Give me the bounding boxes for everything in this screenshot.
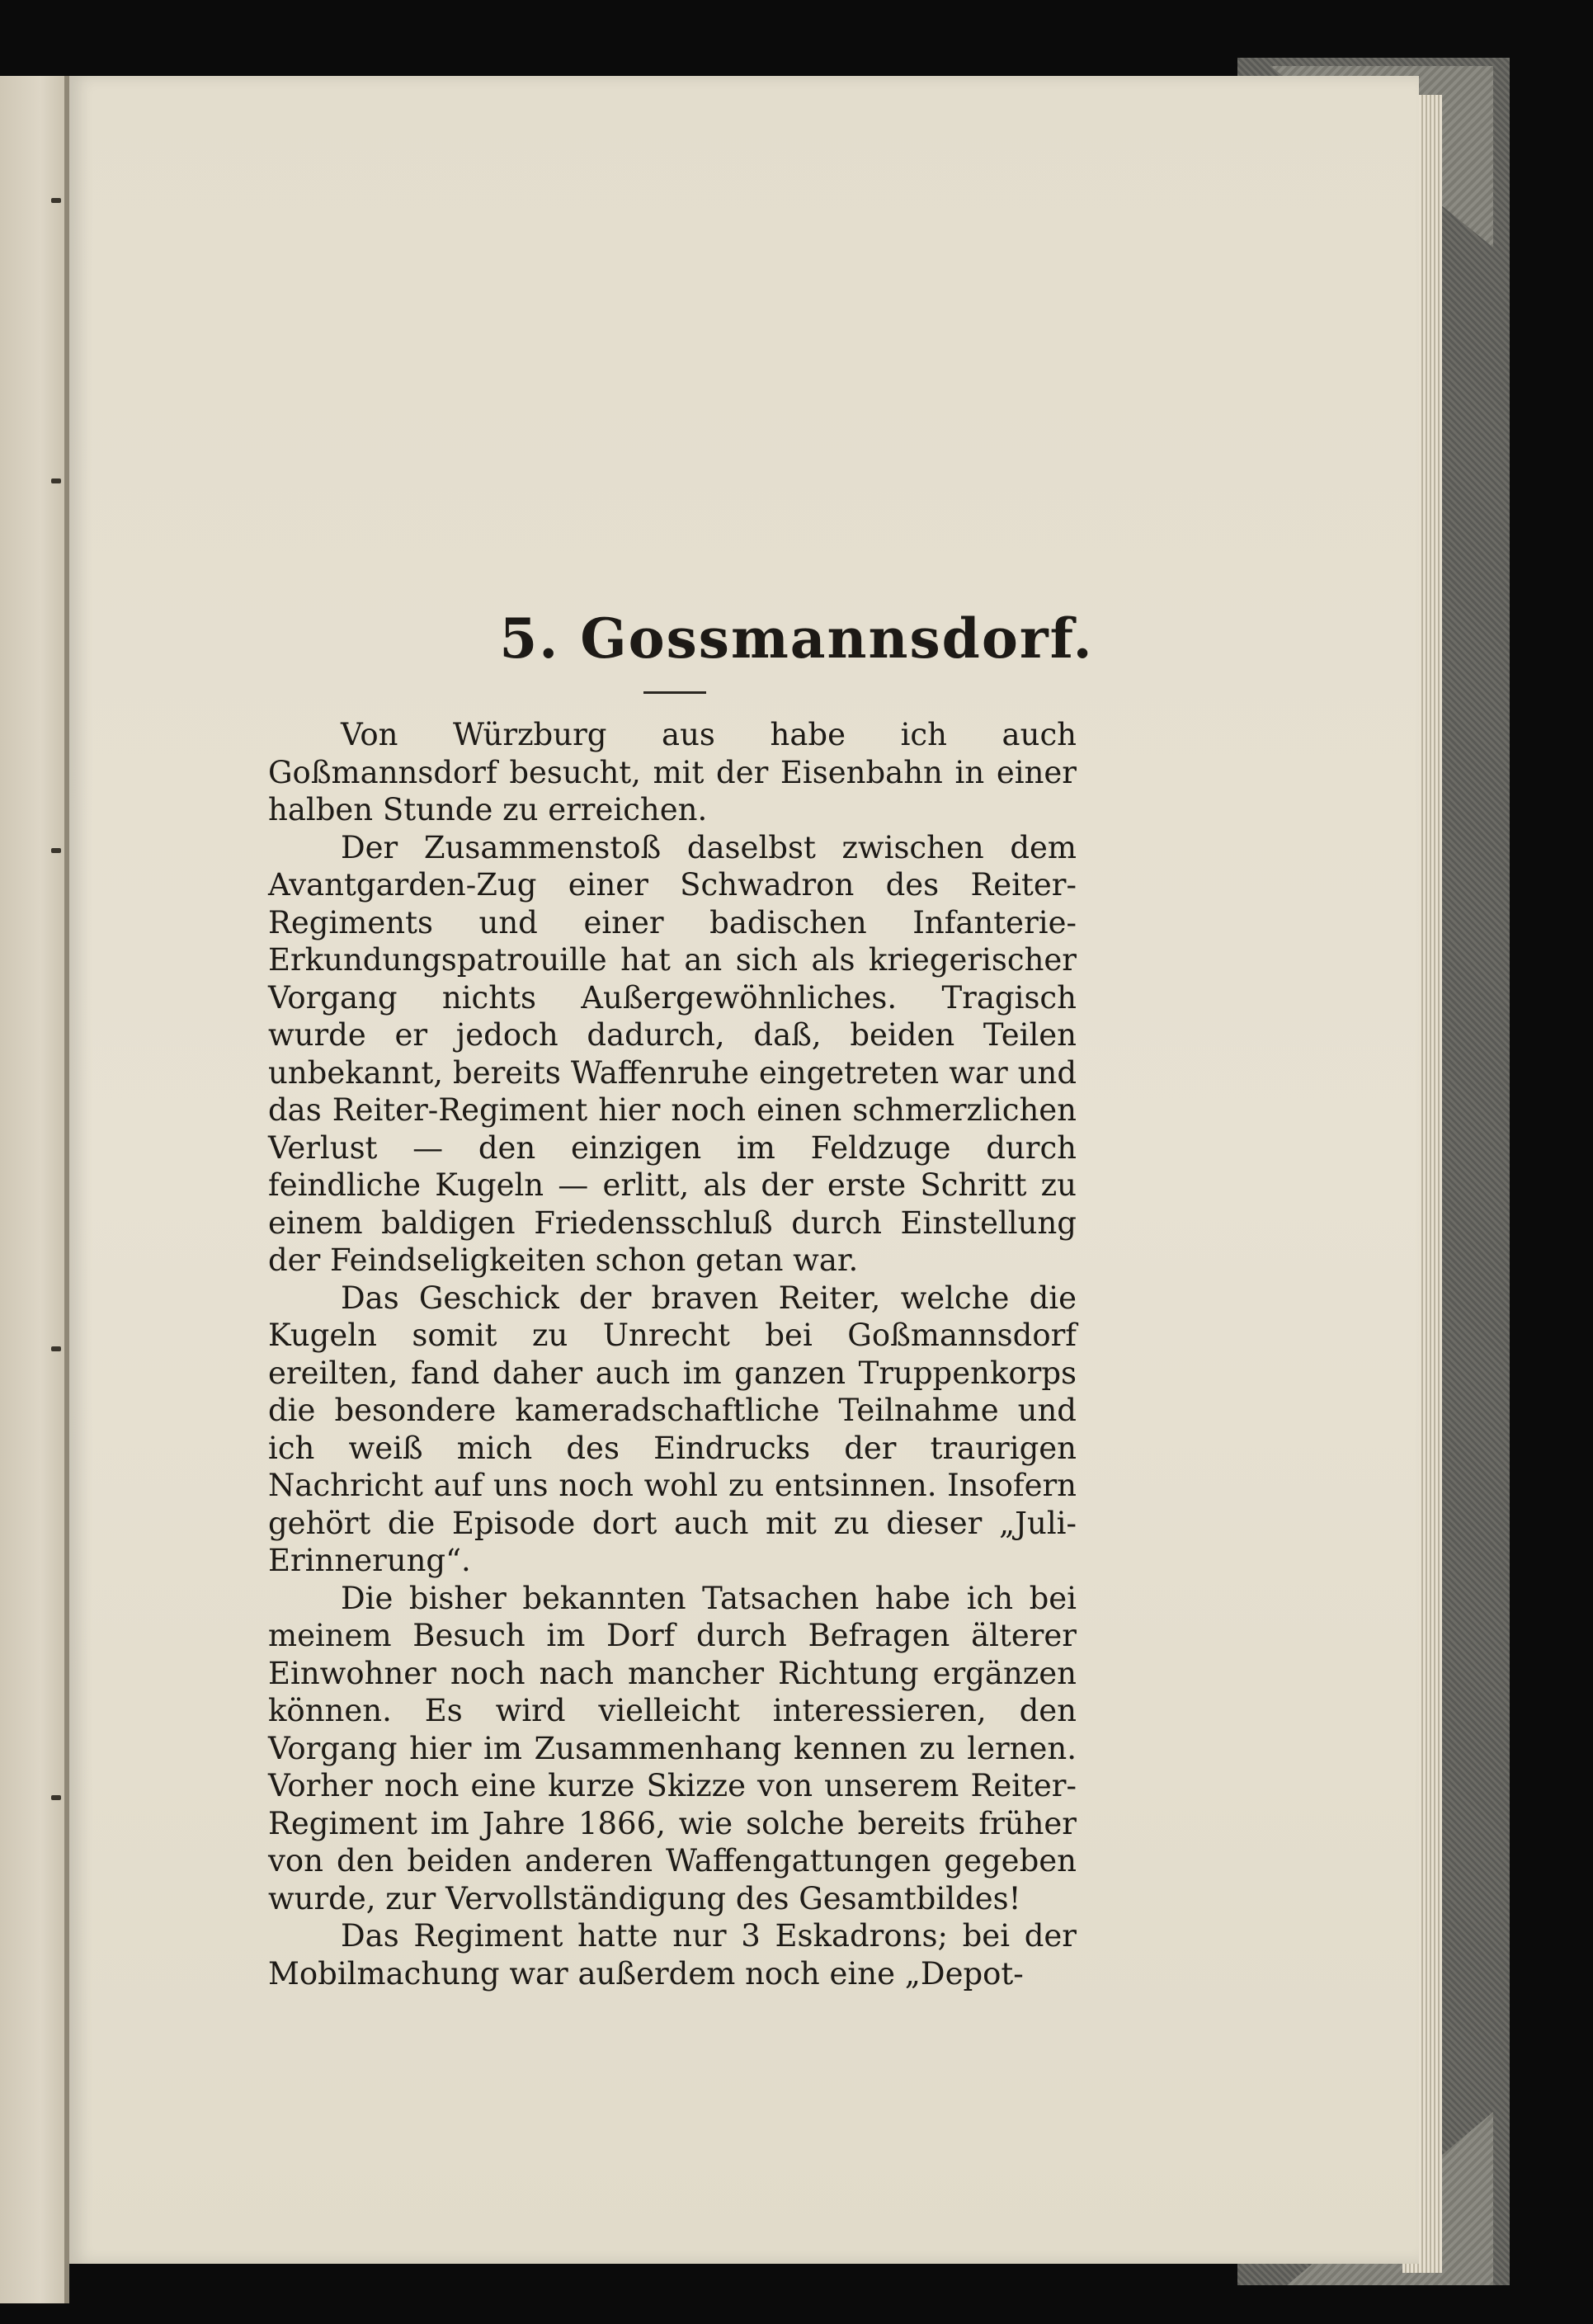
binding-mark (51, 478, 61, 483)
body-text (268, 716, 1077, 1992)
binding-mark (51, 848, 61, 853)
binding-mark (51, 198, 61, 203)
binding-mark (51, 1346, 61, 1351)
paragraph: Der Zusammenstoß daselbst zwischen dem Avantgarden-Zug einer Schwadron des Reiter-Regiments und einer badischen Infanterie-Erkundungspatrouille hat an sich als kriegerischer Vorgang nichts Außergewöhnliches. Tragisch wurde er jedoch dadurch, daß, beiden Teilen unbekannt, bereits Waffenruhe eingetreten war und das Reiter-Regiment hier noch einen schmerzlichen Verlust — den einzigen im Feldzuge durch feindliche Kugeln — erlitt, als der erste Schritt zu einem baldigen Friedensschluß durch Einstellung der Feindseligkeiten schon getan war. (268, 829, 1077, 1278)
paragraph: Von Würzburg aus habe ich auch Goßmannsdorf besucht, mit der Eisenbahn in einer halben Stunde zu erreichen. (268, 717, 1077, 827)
paragraph: Das Geschick der braven Reiter, welche die Kugeln somit zu Unrecht bei Goßmannsdorf ereilten, fand daher auch im ganzen Truppenkorps die besondere kameradschaftliche Teilnahme und ich weiß mich des Eindrucks der traurigen Nachricht auf uns noch wohl zu entsinnen. Insofern gehört die Episode dort auch mit zu dieser „Juli-Erinnerung“. (268, 1280, 1077, 1578)
binding-mark (51, 1795, 61, 1800)
heading-rule (643, 691, 706, 694)
paragraph: Das Regiment hatte nur 3 Eskadrons; bei der Mobilmachung war außerdem noch eine „Depot- (268, 1918, 1077, 1992)
show-through-text (272, 297, 1015, 495)
facing-page-edge (0, 76, 68, 2303)
paragraph: Die bisher bekannten Tatsachen habe ich bei meinem Besuch im Dorf durch Befragen älterer Einwohner noch nach mancher Richtung ergänzen können. Es wird vielleicht interessieren, den Vorgang hier im Zusammenhang kennen zu lernen. Vorher noch eine kurze Skizze von unserem Reiter-Regiment im Jahre 1866, wie solche bereits früher von den beiden anderen Waffengattungen gegeben wurde, zur Vervollständigung des Gesamtbildes! (268, 1580, 1077, 1916)
chapter-heading: 5. Gossmannsdorf. (499, 606, 1094, 671)
